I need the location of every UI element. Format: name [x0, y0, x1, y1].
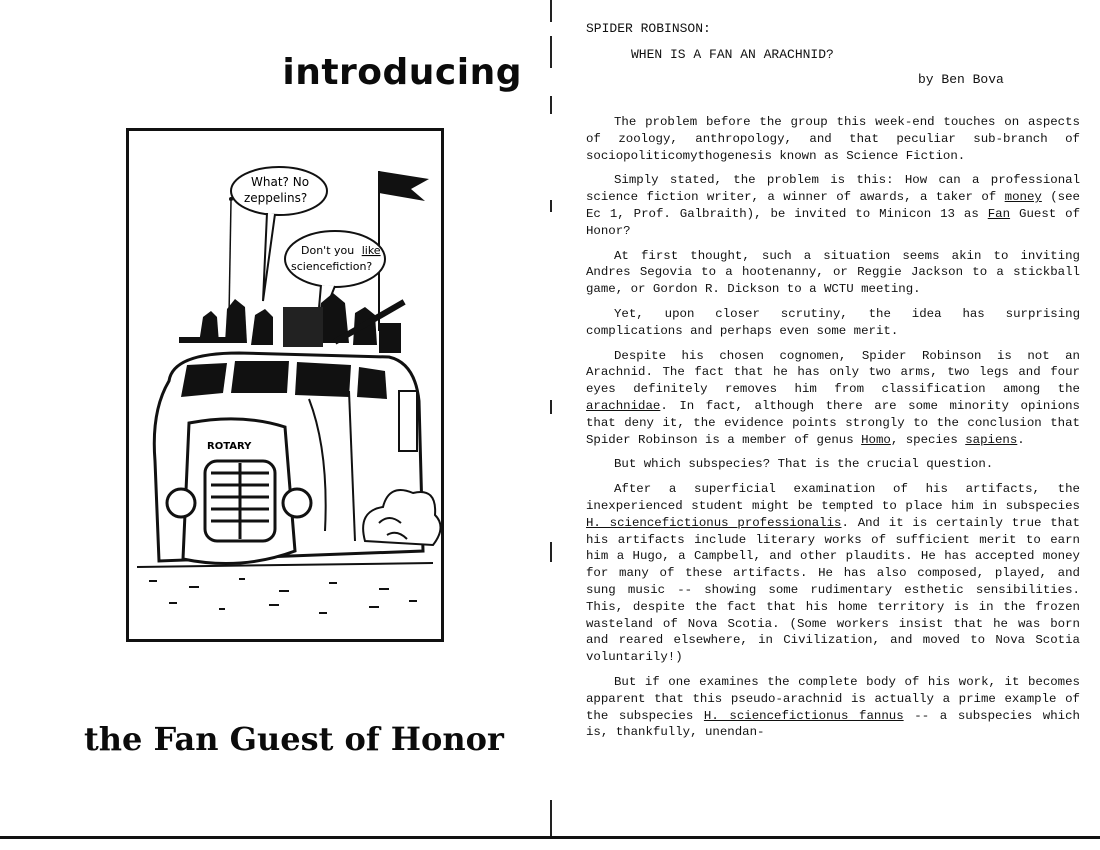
- balloon-1-line1: What? No: [251, 175, 310, 189]
- introducing-heading: introducing: [282, 52, 522, 93]
- ground-illustration: [137, 563, 433, 613]
- p8-text-b: -- a subspecies which is, thankfully, unendan-: [586, 708, 1080, 740]
- article-body: [586, 114, 1080, 749]
- p2-text-c: Guest of Honor?: [586, 206, 1081, 238]
- paragraph-3: At first thought, such a situation seems akin to inviting Andres Segovia to a hootenanny, or Reggie Jackson to a stickball game, or Gordon R. Dickson to a WCTU meeting.: [586, 248, 1080, 297]
- balloon-2-line2: sciencefiction?: [291, 260, 373, 273]
- article-author-line: SPIDER ROBINSON:: [586, 21, 711, 36]
- homo-term: Homo: [861, 432, 891, 447]
- p5-text-b: . In fact, although there are some minority opinions that deny it, the evidence points strongly to the conclusion that Spider Robinson is a member of genus: [586, 398, 1080, 447]
- p7-text-b: . And it is certainly true that his artifacts include literary works of sufficient merit to earn him a Hugo, a Campbell, and other plaudits. He has accepted money for many of these artifacts. He has also composed, played, and sung music -- showing some rudimentary esthetic sensibilities. This, despite the fact that his home territory is in the frozen wasteland of Nova Scotia. (Some workers insist that he was born and reared elsewhere, in Civilization, and moved to Nova Scotia voluntarily!): [586, 515, 1080, 665]
- p7-text-a: After a superficial examination of his artifacts, the inexperienced student might be tempted to place him in subspecies: [586, 482, 1080, 513]
- fannus-term: H. sciencefictionus fannus: [703, 708, 904, 723]
- professionalis-term: H. sciencefictionus professionalis: [586, 515, 842, 530]
- left-page: [0, 0, 548, 850]
- article-byline: by Ben Bova: [918, 72, 1004, 87]
- fan-term: Fan: [987, 206, 1011, 221]
- paragraph-2: [586, 172, 1080, 239]
- money-term: money: [1004, 190, 1042, 205]
- paragraph-6: But which subspecies? That is the crucial question.: [614, 457, 994, 472]
- bus-sign: ROTARY: [207, 441, 252, 452]
- p2-text-b: (see Ec 1, Prof. Galbraith), be invited to Minicon 13 as: [586, 190, 1080, 221]
- p8-text-a: But if one examines the complete body of his work, it becomes apparent that this pseudo-arachnid is actually a prime example of the subspecies: [586, 674, 1080, 723]
- paragraph-5: [586, 348, 1080, 449]
- p2-text-a: Simply stated, the problem is this: How can a professional science fiction writer, a winner of awards, a taker of: [586, 173, 1080, 205]
- balloon-2-line1: Don't you: [301, 244, 355, 257]
- right-page: [556, 0, 1100, 850]
- cartoon-illustration: [126, 128, 444, 642]
- p5-text-a: Despite his chosen cognomen, Spider Robinson is not an Arachnid. The fact that he has only two arms, two legs and four eyes definitely removes him from classification among the: [586, 348, 1080, 397]
- paragraph-7: [586, 481, 1080, 666]
- p5-text-c: , species: [890, 432, 966, 447]
- flag-icon: [379, 171, 429, 331]
- balloon-1-line2: zeppelins?: [244, 191, 308, 205]
- paragraph-1: The problem before the group this week-end touches on aspects of zoology, anthropology, and that peculiar sub-branch of sociopoliticomythogenesis known as Science Fiction.: [586, 115, 1080, 163]
- svg-text:Don't you like: [301, 244, 381, 257]
- sapiens-term: sapiens: [965, 432, 1018, 447]
- paragraph-8: [586, 674, 1080, 741]
- balloon-2-like: like: [361, 244, 381, 257]
- fan-guest-of-honor-heading: the Fan Guest of Honor: [84, 720, 504, 758]
- rider-figures: [179, 293, 406, 353]
- page-gutter: [550, 0, 552, 850]
- arachnidae-term: arachnidae: [586, 398, 661, 413]
- article-title: WHEN IS A FAN AN ARACHNID?: [631, 47, 834, 62]
- paragraph-4: Yet, upon closer scrutiny, the idea has surprising complications and perhaps even some merit.: [586, 306, 1080, 338]
- p5-text-d: .: [1017, 432, 1025, 447]
